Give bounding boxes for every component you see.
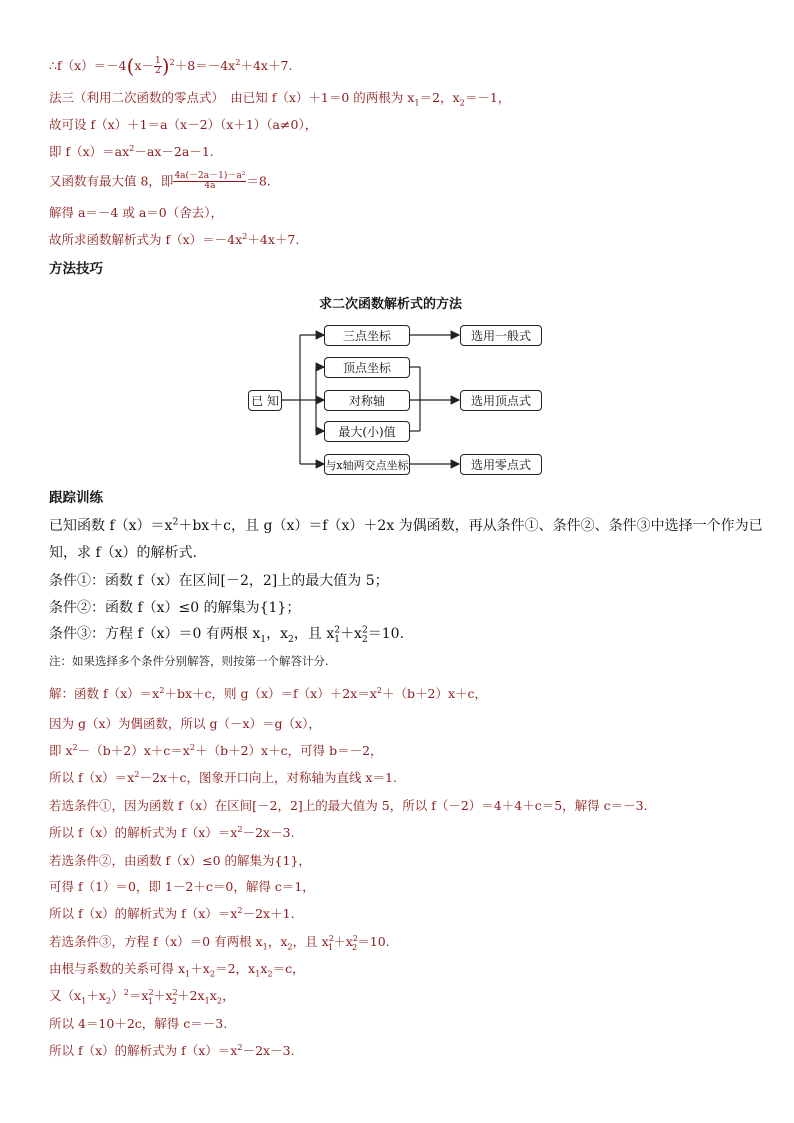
subscript: 1 [81,995,87,1006]
solution-line-9 [49,904,295,921]
subscript: 2 [171,995,178,1006]
solution-text: ， [222,988,235,1003]
solution-text: ＋（b＋2）x＋c，可得 b＝－2， [195,743,383,758]
problem-line-2: 知，求 f（x）的解析式. [49,545,197,561]
solution-text: －（b＋2）x＋c＝x [77,743,190,758]
solution-text: ＋x [190,961,210,976]
subscript: 2 [105,995,112,1006]
solution-text: ＝10. [357,934,390,949]
fraction [154,57,162,77]
subscript: 2 [352,941,358,952]
eq-line-7 [49,230,300,247]
problem-text: 已知函数 f（x）＝x [49,518,173,534]
fraction-numerator: 4a(－2a－1)－a² [174,171,246,181]
eq-text: 即 f（x）＝ax [49,144,130,159]
eq-text: ＋8＝－4x [174,58,236,73]
exponent: 2 [328,932,334,943]
condition-1: 条件①：函数 f（x）在区间[－2，2]上的最大值为 5； [49,573,389,589]
exponent: 2 [148,986,154,997]
diagram-title: 求二次函数解析式的方法 [319,297,463,312]
solution-text: 所以 f（x）的解析式为 f（x）＝x [49,1043,238,1058]
solution-line-1 [49,684,488,701]
solution-line-11 [49,961,305,979]
solution-line-2: 因为 g（x）为偶函数，所以 g（－x）＝g（x）， [49,716,321,731]
problem-text: ，且 x [293,626,335,642]
solution-text: ＋x [333,934,353,949]
solution-line-6 [49,823,295,840]
condition-2: 条件②：函数 f（x）≤0 的解集为{1}； [49,600,301,616]
eq-text: ＝－1， [464,90,511,105]
problem-text: ，x [266,626,289,642]
solution-text: －2x＋c，图象开口向上，对称轴为直线 x＝1. [139,770,397,785]
subscript: 1 [185,968,191,979]
solution-text: 解：函数 f（x）＝x [49,686,160,701]
exponent: 2 [134,768,140,779]
problem-text: ＝10. [367,626,405,642]
exponent: 2 [237,904,243,915]
subscript: 2 [361,633,368,645]
solution-line-5: 若选条件①，因为函数 f（x）在区间[－2，2]上的最大值为 5，所以 f（－2）＝4＋4＋c＝5，解得 c＝－3. [49,798,648,813]
fraction-numerator: 1 [154,55,161,66]
subscript: 1 [204,995,210,1006]
solution-text: ＋（b＋2）x＋c， [382,686,488,701]
solution-text: ＋bx＋c，则 g（x）＝f（x）＋2x＝x [164,686,377,701]
subscript: 2 [267,968,273,979]
subscript: 1 [147,995,153,1006]
subscript: 2 [287,941,293,952]
fraction-denominator: 4a [204,181,216,192]
exponent: 2 [361,624,368,636]
eq-line-3 [49,119,317,132]
exponent: 2 [129,142,135,153]
eq-text: ＝8. [246,173,271,189]
exponent: 2 [123,986,129,997]
solution-text: x [209,988,217,1003]
solution-text: 所以 f（x）的解析式为 f（x）＝x [49,906,238,921]
problem-text: 条件③：方程 f（x）＝0 有两根 x [49,626,261,642]
problem-text: ＋x [340,626,362,642]
exponent: 2 [235,56,241,67]
eq-text: 故所求函数解析式为 f（x）＝－4x [49,232,243,247]
eq-text: 又函数有最大值 8，即 [49,173,174,189]
eq-text: ＋4x＋7. [240,58,293,73]
solution-text: －2x－3. [242,1043,295,1058]
eq-text: ＋4x＋7. [247,232,300,247]
solution-text: ＝2，x [215,961,256,976]
box-zero-form: 选用零点式 [460,454,542,475]
solution-text: －2x－3. [242,825,295,840]
eq-text: －ax－2a－1. [134,144,214,159]
box-intercepts: 与x轴两交点坐标 [324,454,410,475]
solution-text: 所以 f（x）＝x [49,770,135,785]
solution-text: ，x [267,934,288,949]
paren-close: ) [161,54,170,78]
exponent: 2 [237,1041,243,1052]
subscript: 2 [209,968,216,979]
solution-text: ＋2x [177,988,205,1003]
subscript: 1 [262,941,268,952]
problem-note: 注：如果选择多个条件分别解答，则按第一个解答计分. [49,654,329,668]
exponent: 2 [242,230,248,241]
subscript: 1 [260,633,267,645]
subscript: 2 [288,633,294,645]
subscript: 1 [414,97,420,108]
solution-text: －2x＋1. [242,906,295,921]
eq-line-2 [49,90,511,108]
solution-line-7: 若选条件②，由函数 f（x）≤0 的解集为{1}， [49,853,311,868]
fraction-denominator: 2 [154,66,161,76]
exponent: 2 [237,823,243,834]
eq-text: ∴f（x）＝－4 [49,58,127,73]
solution-line-13: 所以 4＝10＋2c，解得 c＝－3. [49,1016,228,1031]
eq-text: 故可设 f（x）＋1＝a（x－2）（x＋1）（a≠0）， [49,117,318,132]
solution-text: 所以 f（x）的解析式为 f（x）＝x [49,825,238,840]
paren-open: ( [126,54,135,78]
solution-text: ） [111,988,124,1003]
solution-line-3 [49,741,383,758]
solution-text: ，且 x [292,934,329,949]
exponent: 2 [72,741,78,752]
exponent: 2 [334,624,341,636]
solution-line-4 [49,768,397,785]
fraction [173,172,246,192]
condition-3 [49,624,405,645]
subscript: 1 [255,968,261,979]
solution-text: ＋x [86,988,106,1003]
exponent: 2 [172,986,178,997]
subscript: 1 [327,941,334,952]
section-heading-method: 方法技巧 [49,261,103,277]
eq-text: 解得 a＝－4 或 a＝0（舍去）， [49,205,223,220]
box-known: 已 知 [248,390,282,411]
solution-line-10 [49,932,390,952]
eq-line-1 [49,56,292,76]
eq-line-5 [49,172,271,192]
solution-line-14 [49,1041,295,1058]
exponent: 2 [169,56,175,67]
solution-text: x [260,961,268,976]
solution-text: 若选条件③，方程 f（x）＝0 有两根 x [49,934,263,949]
box-general-form: 选用一般式 [460,325,542,346]
box-vertex-form: 选用顶点式 [460,390,542,411]
solution-text: 由根与系数的关系可得 x [49,961,186,976]
box-vertex: 顶点坐标 [324,357,410,378]
problem-line-1 [49,516,763,534]
solution-text: 又（x [49,988,82,1003]
exponent: 2 [172,516,179,528]
subscript: 2 [459,97,465,108]
eq-text: ＝2，x [419,90,460,105]
box-max-min: 最大(小)值 [324,421,410,442]
box-three-points: 三点坐标 [324,325,410,346]
solution-text: ＝x [128,988,149,1003]
eq-text: x－ [134,58,154,73]
problem-text: ＋bx＋c，且 g（x）＝f（x）＋2x 为偶函数，再从条件①、条件②、条件③中选择一个作为已 [178,518,763,534]
eq-line-6 [49,207,223,220]
solution-text: 即 x [49,743,73,758]
eq-line-4 [49,142,214,159]
eq-text: 法三（利用二次函数的零点式） 由已知 f（x）＋1＝0 的两根为 x [49,90,415,105]
section-heading-training: 跟踪训练 [49,490,103,506]
exponent: 2 [376,684,383,695]
exponent: 2 [352,932,359,943]
solution-line-12 [49,986,235,1006]
exponent: 2 [159,684,165,695]
solution-line-8: 可得 f（1）＝0，即 1－2＋c＝0，解得 c＝1， [49,879,315,894]
subscript: 1 [334,633,341,645]
box-axis: 对称轴 [324,390,410,411]
solution-text: ＝c， [272,961,305,976]
exponent: 2 [189,741,196,752]
solution-text: ＋x [152,988,173,1003]
subscript: 2 [216,995,223,1006]
